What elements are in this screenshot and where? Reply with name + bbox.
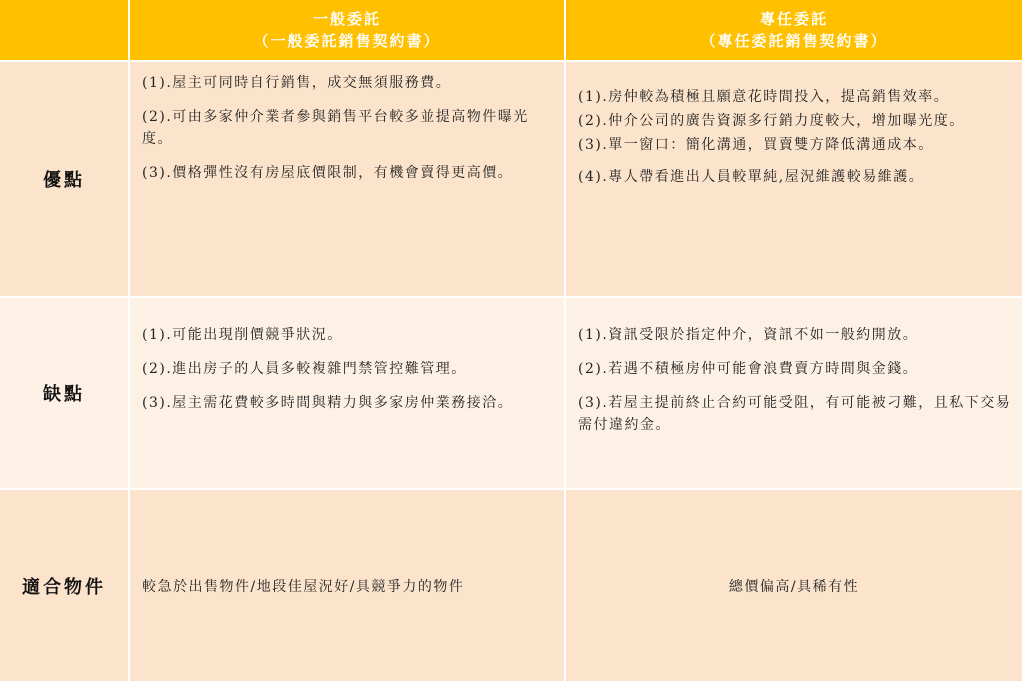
row-label-suitable: 適合物件 bbox=[0, 490, 130, 683]
cons-general-cell bbox=[130, 298, 566, 490]
suitable-exclusive-cell bbox=[566, 490, 1024, 683]
cons-exclusive-item: (1).資訊受限於指定仲介，資訊不如一般約開放。 bbox=[578, 327, 919, 343]
header-exclusive-subtitle: （專任委託銷售契約書） bbox=[700, 32, 888, 50]
suitable-general-text: 較急於出售物件/地段佳屋況好/具競爭力的物件 bbox=[142, 578, 465, 595]
pros-exclusive-cell bbox=[566, 62, 1024, 298]
header-empty-cell bbox=[0, 0, 130, 62]
header-general bbox=[130, 0, 566, 62]
pros-exclusive-item: (3).單一窗口：簡化溝通，買賣雙方降低溝通成本。 bbox=[578, 137, 934, 153]
cons-general-item: (2).進出房子的人員多較複雜門禁管控難管理。 bbox=[142, 361, 467, 377]
row-label-pros: 優點 bbox=[0, 62, 130, 298]
cons-general-item: (3).屋主需花費較多時間與精力與多家房仲業務接洽。 bbox=[142, 395, 514, 411]
pros-general-item: (3).價格彈性沒有房屋底價限制，有機會賣得更高價。 bbox=[142, 165, 514, 181]
header-general-title: 一般委託 bbox=[312, 10, 381, 28]
cons-general-item: (1).可能出現削價競爭狀況。 bbox=[142, 327, 343, 343]
pros-exclusive-item: (2).仲介公司的廣告資源多行銷力度較大，增加曝光度。 bbox=[578, 113, 965, 129]
pros-exclusive-item: (4).專人帶看進出人員較單純,屋況維護較易維護。 bbox=[578, 169, 925, 185]
pros-general-item: (2).可由多家仲介業者參與銷售平台較多並提高物件曝光度。 bbox=[142, 109, 529, 147]
header-general-subtitle: （一般委託銷售契約書） bbox=[253, 32, 441, 50]
header-exclusive bbox=[566, 0, 1024, 62]
suitable-exclusive-text: 總價偏高/具稀有性 bbox=[728, 578, 860, 595]
row-label-cons: 缺點 bbox=[0, 298, 130, 490]
pros-general-cell bbox=[130, 62, 566, 298]
pros-exclusive-item: (1).房仲較為積極且願意花時間投入，提高銷售效率。 bbox=[578, 89, 950, 105]
header-exclusive-title: 專任委託 bbox=[759, 10, 828, 28]
cons-exclusive-item: (2).若遇不積極房仲可能會浪費賣方時間與金錢。 bbox=[578, 361, 919, 377]
cons-exclusive-cell bbox=[566, 298, 1024, 490]
pros-general-item: (1).屋主可同時自行銷售，成交無須服務費。 bbox=[142, 75, 452, 91]
suitable-general-cell bbox=[130, 490, 566, 683]
cons-exclusive-item: (3).若屋主提前終止合約可能受阻，有可能被刁難，且私下交易需付違約金。 bbox=[578, 395, 1012, 433]
